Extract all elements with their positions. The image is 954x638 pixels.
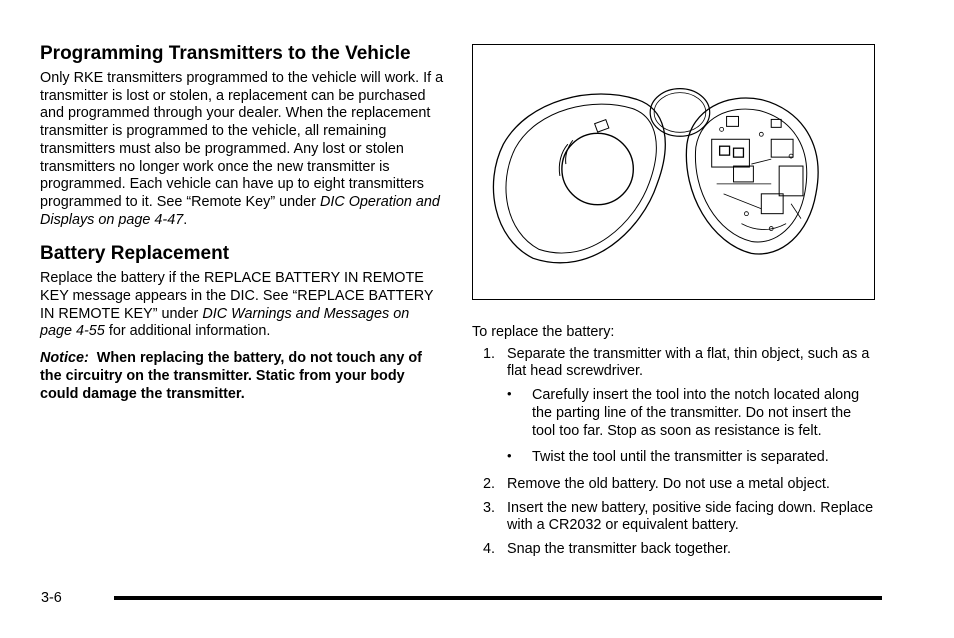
opened-transmitter-drawing [473,45,874,299]
step-text: Snap the transmitter back together. [507,541,731,558]
notice-text: When replacing the battery, do not touch any of the circuitry on the transmitter. Static from your body could damage the transmitter. [40,350,422,402]
left-column [40,42,444,403]
notice-label: Notice: [40,350,89,367]
replace-intro: To replace the battery: [472,324,615,340]
programming-text-end: . [183,211,188,228]
step-1-substeps [507,387,877,467]
notice-paragraph [40,350,444,403]
step-2 [472,476,877,494]
bullet-icon: • [507,386,512,402]
substep-text: Twist the tool until the transmitter is separated. [532,449,829,466]
dic-warnings-reference[interactable]: DIC Warnings and Messages on page 4-55 [40,305,410,340]
step-1 [472,346,877,467]
bullet-icon: • [507,448,512,464]
step-text: Separate the transmitter with a flat, thin object, such as a flat head screwdriver. [507,345,870,380]
battery-text-end: for additional information. [104,323,271,340]
step-number: 2. [483,475,496,492]
battery-paragraph [40,270,444,341]
step-4 [472,541,877,559]
right-column [472,44,877,565]
step-3 [472,500,877,535]
replacement-steps [472,346,877,559]
programming-paragraph [40,70,444,229]
page-number: 3-6 [41,590,62,606]
battery-text: Replace the battery if the REPLACE BATTERY IN REMOTE KEY message appears in the DIC. See “REPLACE BATTERY IN REMOTE KEY” under [40,270,434,322]
section-heading-battery: Battery Replacement [40,243,230,265]
substep [507,449,877,467]
dic-operation-reference[interactable]: DIC Operation and Displays on page 4-47 [40,193,440,228]
step-number: 1. [483,345,496,362]
step-text: Remove the old battery. Do not use a metal object. [507,475,830,492]
substep [507,387,877,440]
footer-divider [114,596,882,600]
step-number: 3. [483,499,496,516]
transmitter-illustration [472,44,875,300]
step-number: 4. [483,541,496,558]
programming-text: Only RKE transmitters programmed to the vehicle will work. If a transmitter is lost or stolen, a replacement can be purchased and programmed through your dealer. When the replacement transmitter is programmed to the vehicle, all remaining transmitters must also be programmed. Any lost or stolen transmitters no longer work once the new transmitter is programmed. Each vehicle can have up to eight transmitters programmed to it. See “Remote Key” under [40,70,444,210]
substep-text: Carefully insert the tool into the notch located along the parting line of the transmitter. Do not insert the tool too far. Stop as soon as resistance is felt. [532,387,860,439]
section-heading-programming: Programming Transmitters to the Vehicle [40,43,411,64]
step-text: Insert the new battery, positive side facing down. Replace with a CR2032 or equivalent battery. [507,499,874,534]
